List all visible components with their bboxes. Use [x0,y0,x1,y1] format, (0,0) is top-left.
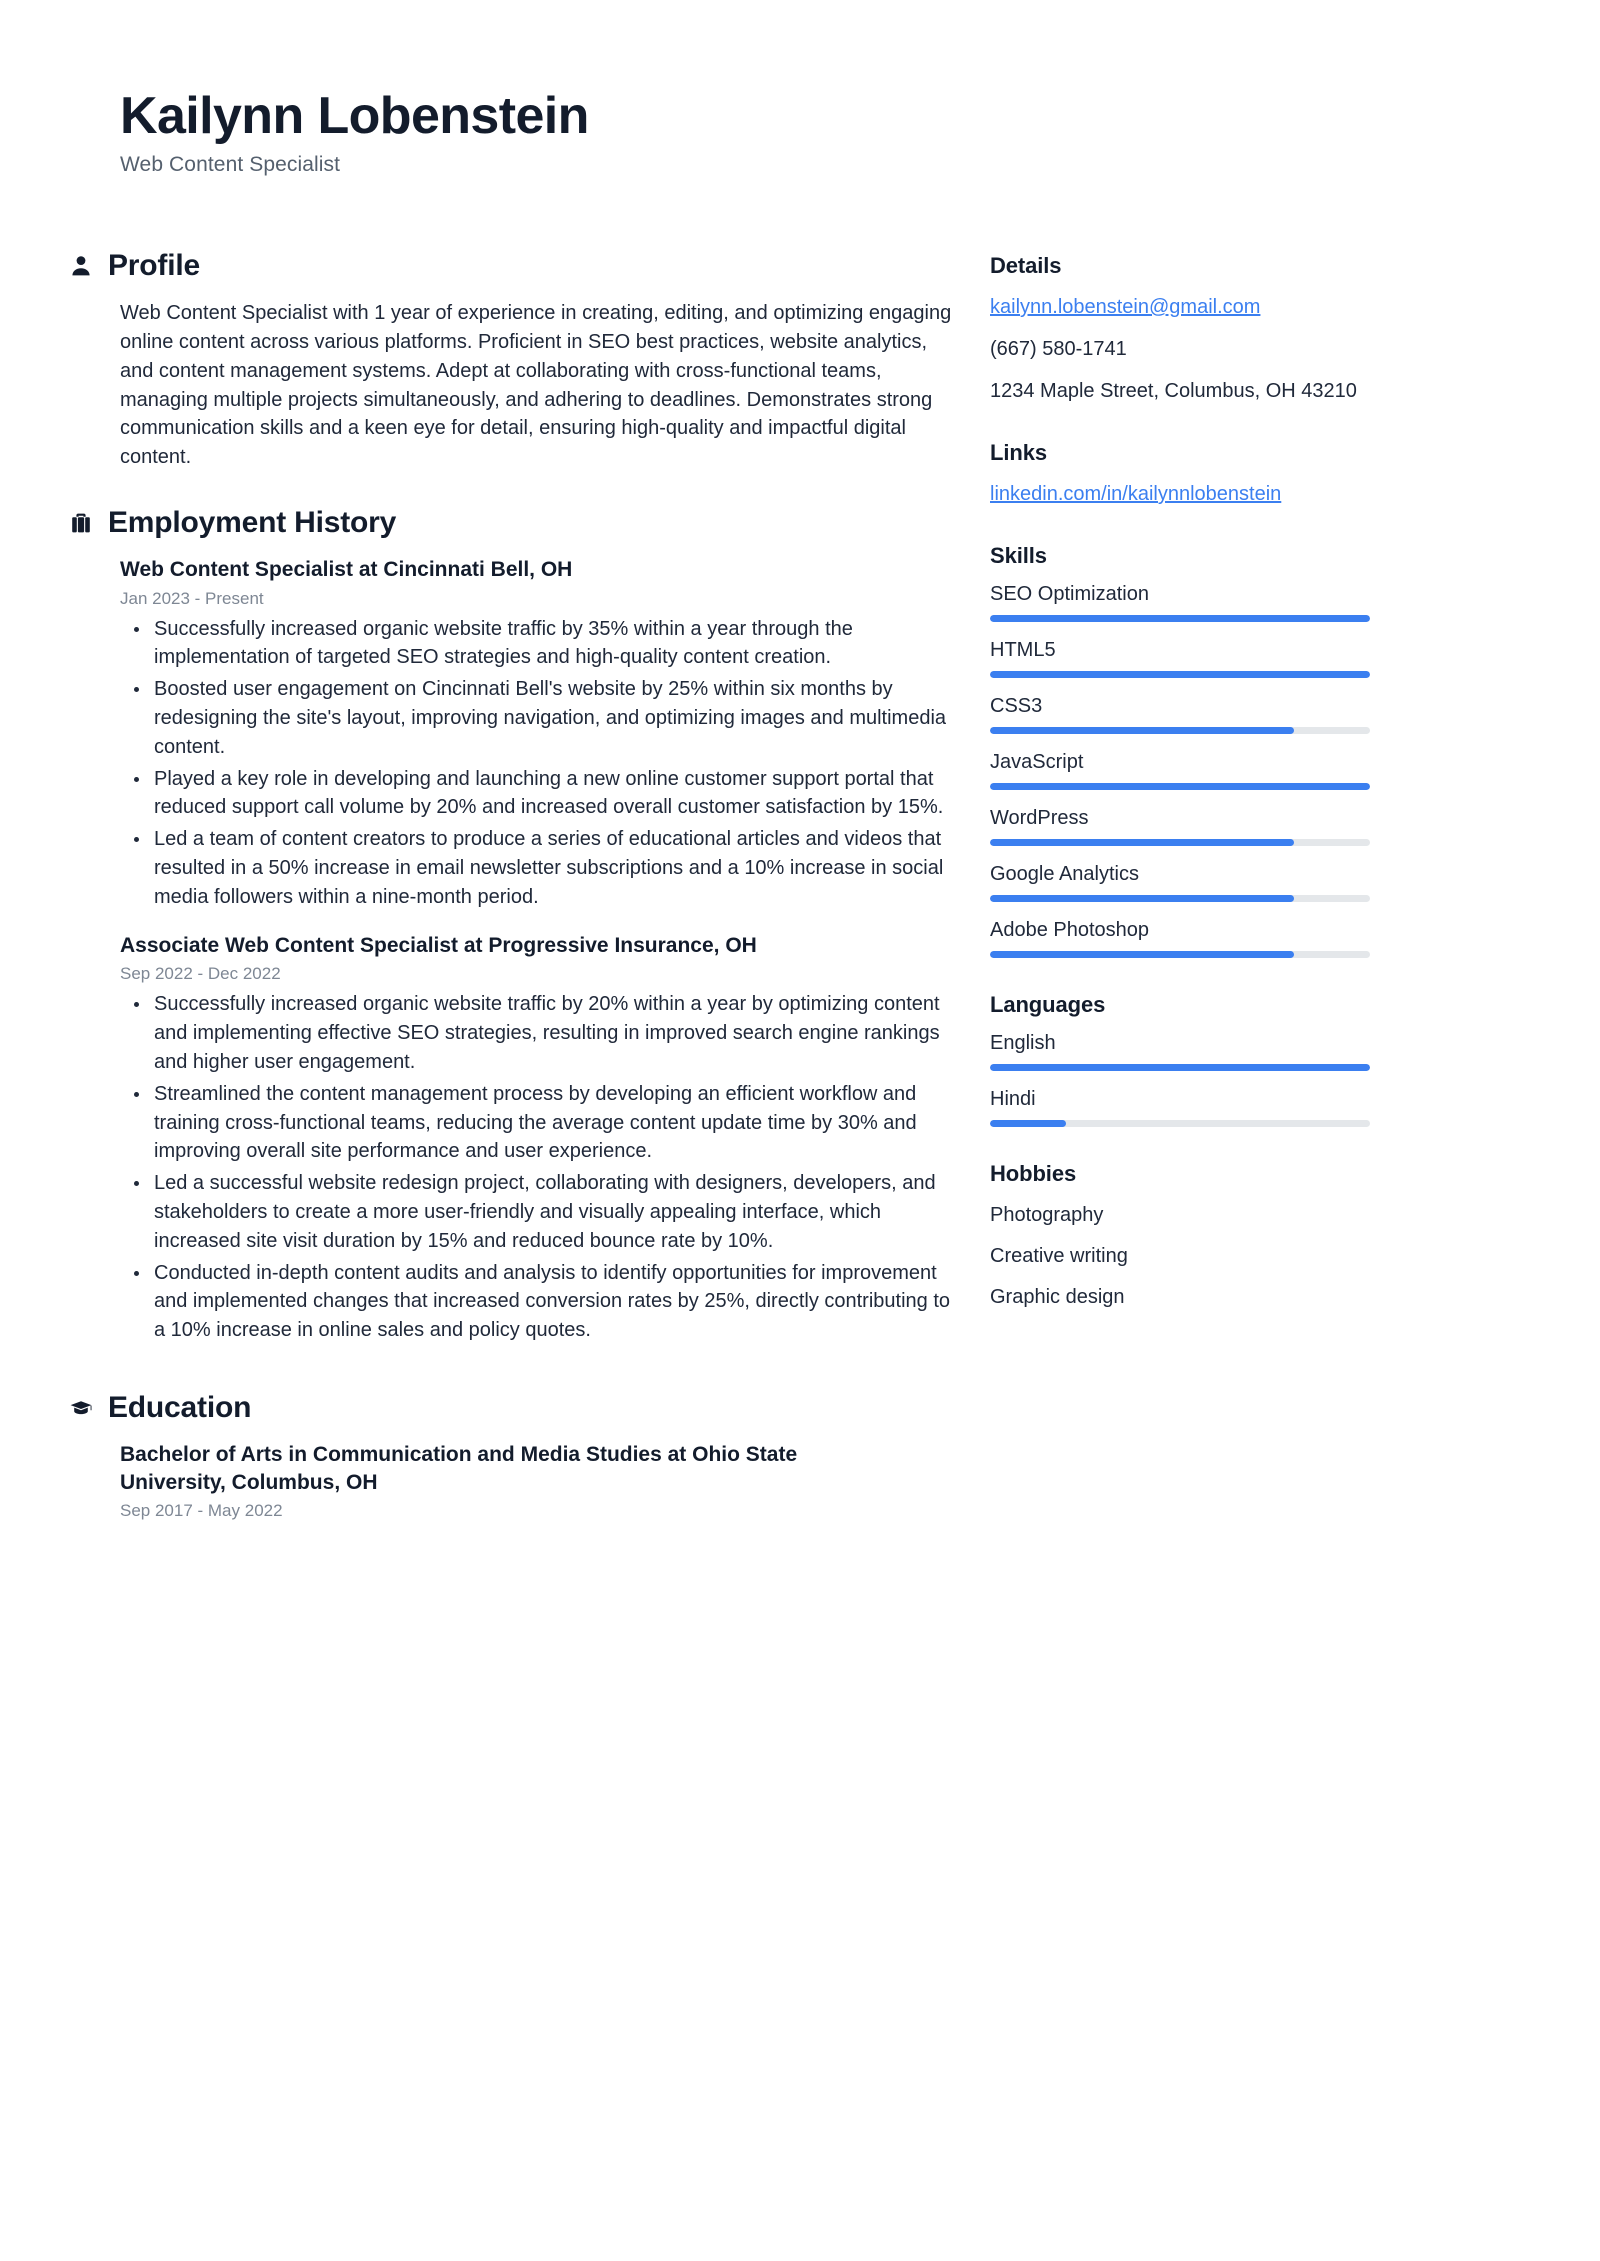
sidebar-block-details [990,253,1480,406]
section-header-employment [68,506,960,540]
section-title-employment: Employment History [108,505,397,539]
skill-meter-fill [990,615,1370,622]
hobby-item: Photography [990,1204,1104,1227]
sidebar-block-languages [990,992,1480,1127]
address-text: 1234 Maple Street, Columbus, OH 43210 [990,380,1357,403]
section-body-employment [68,556,960,1345]
skill-label: HTML5 [990,639,1056,662]
graduation-cap-icon [68,1395,94,1421]
list-item: Played a key role in developing and launching a new online customer support portal that reduced support call volume by 20% and increased overall customer satisfaction by 15%. [120,765,960,823]
employment-entry-date: Sep 2022 - Dec 2022 [120,964,281,984]
sidebar-block-hobbies [990,1161,1480,1312]
skill-row [990,583,1480,622]
section-body-education [68,1441,960,1521]
language-meter-fill [990,1064,1370,1071]
main-column [0,249,960,1555]
section-title-education: Education [108,1390,252,1424]
section-title-profile: Profile [108,249,200,283]
skill-row [990,639,1480,678]
language-meter [990,1064,1370,1071]
list-item: Streamlined the content management process by developing an efficient workflow and training cross-functional teams, reducing the average content update time by 30% and improving overall site performance and user experience. [120,1080,960,1166]
user-icon [68,253,94,279]
education-entry-date: Sep 2017 - May 2022 [120,1501,283,1521]
skill-row [990,863,1480,902]
skill-row [990,695,1480,734]
sidebar-block-links [990,440,1480,509]
briefcase-icon [68,510,94,536]
education-entry-title: Bachelor of Arts in Communication and Media Studies at Ohio State University, Columbus, OH [120,1442,798,1494]
list-item: Boosted user engagement on Cincinnati Bell's website by 25% within six months by redesigning the site's layout, improving navigation, and optimizing images and multimedia content. [120,675,960,761]
list-item: Conducted in-depth content audits and analysis to identify opportunities for improvement and implemented changes that increased conversion rates by 25%, directly contributing to a 10% increase in online sales and policy quotes. [120,1259,960,1345]
employment-entry-title: Associate Web Content Specialist at Progressive Insurance, OH [120,933,757,957]
language-label: Hindi [990,1088,1036,1111]
employment-entry-bullets [120,615,960,912]
skill-label: Adobe Photoshop [990,919,1150,942]
skill-meter-fill [990,671,1370,678]
education-entry [120,1441,960,1521]
skill-meter [990,727,1370,734]
skill-meter-fill [990,783,1370,790]
skill-row [990,919,1480,958]
skill-row [990,751,1480,790]
employment-entry [120,932,960,1345]
phone-text: (667) 580-1741 [990,338,1127,361]
skill-label: JavaScript [990,751,1084,774]
sidebar-title-links: Links [990,440,1047,466]
skill-meter [990,671,1370,678]
skill-label: WordPress [990,807,1089,830]
profile-summary-text: Web Content Specialist with 1 year of experience in creating, editing, and optimizing engaging online content across various platforms. Proficient in SEO best practices, website analytics, and content management systems. Adept at collaborating with cross-functional teams, managing multiple projects simultaneously, and adhering to deadlines. Demonstrates strong communication skills and a keen eye for detail, ensuring high-quality and impactful digital content. [120,302,952,469]
hobby-item: Creative writing [990,1245,1128,1268]
sidebar-title-details: Details [990,253,1062,279]
employment-entry-title: Web Content Specialist at Cincinnati Bell, OH [120,557,573,581]
skill-meter-fill [990,839,1294,846]
resume-columns [0,249,1600,1555]
language-label: English [990,1032,1056,1055]
page-title: Kailynn Lobenstein [120,87,589,145]
section-header-education [68,1391,960,1425]
skill-row [990,807,1480,846]
email-link[interactable]: kailynn.lobenstein@gmail.com [990,296,1261,319]
linkedin-link[interactable]: linkedin.com/in/kailynnlobenstein [990,483,1282,506]
skill-meter [990,839,1370,846]
employment-entry [120,556,960,912]
skill-label: Google Analytics [990,863,1139,886]
skill-label: CSS3 [990,695,1043,718]
list-item: Successfully increased organic website traffic by 35% within a year through the implementation of targeted SEO strategies and high-quality content creation. [120,615,960,673]
sidebar-title-languages: Languages [990,992,1106,1018]
employment-entry-bullets [120,990,960,1345]
skill-meter-fill [990,727,1294,734]
skill-meter [990,783,1370,790]
sidebar-column [960,249,1480,1346]
sidebar-block-skills [990,543,1480,958]
skill-meter [990,951,1370,958]
section-body-profile [68,299,960,472]
hobby-item: Graphic design [990,1286,1125,1309]
language-meter-fill [990,1120,1066,1127]
skill-label: SEO Optimization [990,583,1149,606]
resume-header [0,0,1600,177]
skill-meter-fill [990,951,1294,958]
skill-meter-fill [990,895,1294,902]
sidebar-title-skills: Skills [990,543,1047,569]
section-employment-history [68,506,960,1345]
skill-meter [990,615,1370,622]
language-row [990,1088,1480,1127]
skill-meter [990,895,1370,902]
language-row [990,1032,1480,1071]
language-meter [990,1120,1370,1127]
section-education [68,1391,960,1521]
employment-entry-date: Jan 2023 - Present [120,588,264,608]
section-header-profile [68,249,960,283]
section-profile [68,249,960,472]
job-title-subtitle: Web Content Specialist [120,153,341,177]
list-item: Led a team of content creators to produce a series of educational articles and videos that resulted in a 50% increase in email newsletter subscriptions and a 10% increase in social media followers within a nine-month period. [120,825,960,911]
sidebar-title-hobbies: Hobbies [990,1161,1077,1187]
list-item: Led a successful website redesign project, collaborating with designers, developers, and stakeholders to create a more user-friendly and visually appealing interface, which increased site visit duration by 15% and reduced bounce rate by 10%. [120,1169,960,1255]
list-item: Successfully increased organic website traffic by 20% within a year by optimizing content and implementing effective SEO strategies, resulting in improved search engine rankings and higher user engagement. [120,990,960,1076]
